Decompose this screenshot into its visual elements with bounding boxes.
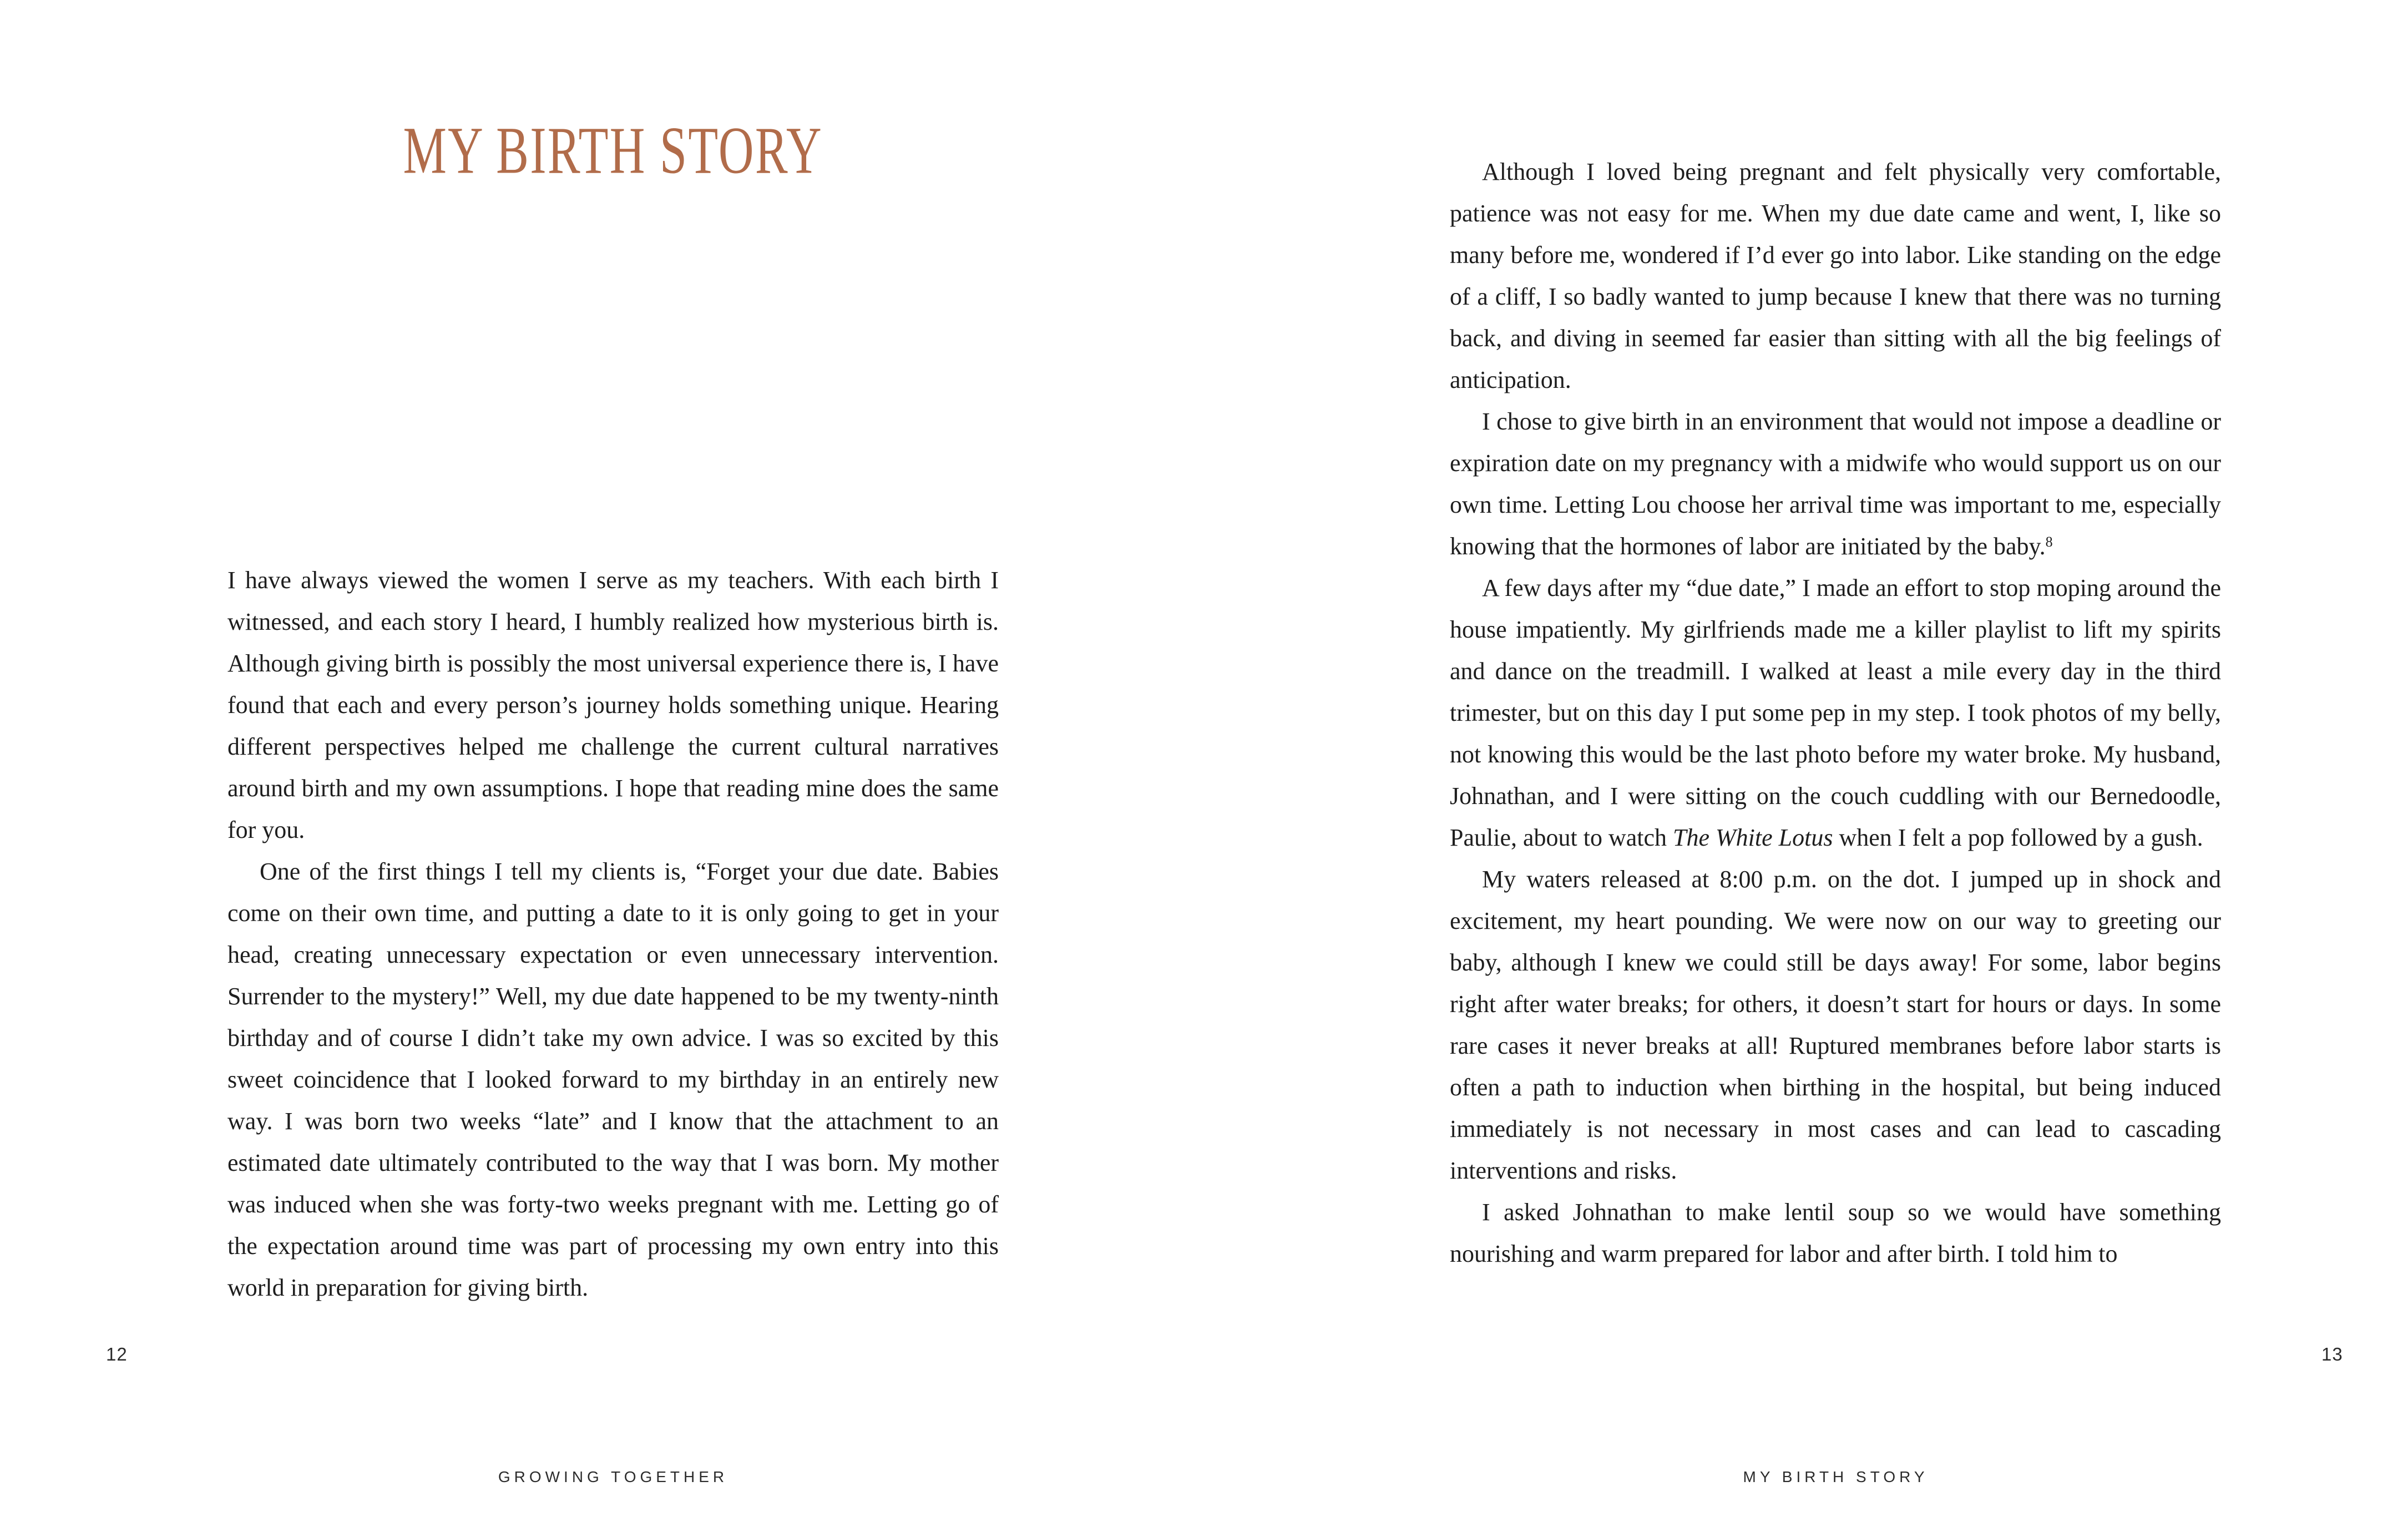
paragraph: I asked Johnathan to make lentil soup so we would have something nourishing and warm prepared for labor and after birth. I told him to <box>1450 1199 2221 1267</box>
paragraph: I have always viewed the women I serve as my teachers. With each birth I witnessed, and each story I heard, I humbly realized how mysterious birth is. Although giving birth is possibly the most universal experience there is, I have found that each and every person’s journey holds something unique. Hearing different perspectives helped me challenge the current cultural narratives around birth and my own assumptions. I hope that reading mine does the same for you. <box>227 567 999 843</box>
paragraph: One of the first things I tell my clients is, “Forget your due date. Babies come on their own time, and putting a date to it is only going to get in your head, creating unnecessary expectation or even unnecessary intervention. Surrender to the mystery!” Well, my due date happened to be my twenty-ninth birthday and of course I didn’t take my own advice. I was so excited by this sweet coincidence that I looked forward to my birthday in an entirely new way. I was born two weeks “late” and I know that the attachment to an estimated date ultimately contributed to the way that I was born. My mother was induced when she was forty-two weeks pregnant with me. Letting go of the expectation around time was part of processing my own entry into this world in preparation for giving birth. <box>227 858 999 1301</box>
show-title-italic: The White Lotus <box>1673 824 1833 851</box>
paragraph <box>1450 401 2221 567</box>
paragraph <box>1450 567 2221 858</box>
footnote-marker: 8 <box>2045 533 2053 550</box>
page-number-left: 12 <box>106 1344 128 1364</box>
paragraph: Although I loved being pregnant and felt physically very comfortable, patience was not easy for me. When my due date came and went, I, like so many before me, wondered if I’d ever go into labor. Like standing on the edge of a cliff, I so badly wanted to jump because I knew that there was no turning back, and diving in seemed far easier than sitting with all the big feelings of anticipation. <box>1450 158 2221 393</box>
chapter-title-text: MY BIRTH STORY <box>403 114 823 188</box>
left-page-body <box>227 559 999 1308</box>
paragraph-text: A few days after my “due date,” I made an effort to stop moping around the house impatiently. My girlfriends made me a killer playlist to lift my spirits and dance on the treadmill. I walked at least a mile every day in the third trimester, but on this day I put some pep in my step. I took photos of my belly, not knowing this would be the last photo before my water broke. My husband, Johnathan, and I were sitting on the couch cuddling with our Bernedoodle, Paulie, about to watch <box>1450 574 2221 851</box>
paragraph: My waters released at 8:00 p.m. on the dot. I jumped up in shock and excitement, my heart pounding. We were now on our way to greeting our baby, although I knew we could still be days away! For some, labor begins right after water breaks; for others, it doesn’t start for hours or days. In some rare cases it never breaks at all! Ruptured membranes before labor starts is often a path to induction when birthing in the hospital, but being induced immediately is not necessary in most cases and can lead to cascading interventions and risks. <box>1450 866 2221 1184</box>
running-footer-left: GROWING TOGETHER <box>498 1468 729 1485</box>
chapter-title <box>227 114 999 188</box>
right-page-body <box>1450 151 2221 1275</box>
page-number-right: 13 <box>2321 1344 2343 1364</box>
running-footer-right: MY BIRTH STORY <box>1743 1468 1929 1485</box>
paragraph-text: I chose to give birth in an environment that would not impose a deadline or expiration date on my pregnancy with a midwife who would support us on our own time. Letting Lou choose her arrival time was important to me, especially knowing that the hormones of labor are initiated by the baby. <box>1450 408 2221 560</box>
paragraph-text: when I felt a pop followed by a gush. <box>1833 824 2203 851</box>
